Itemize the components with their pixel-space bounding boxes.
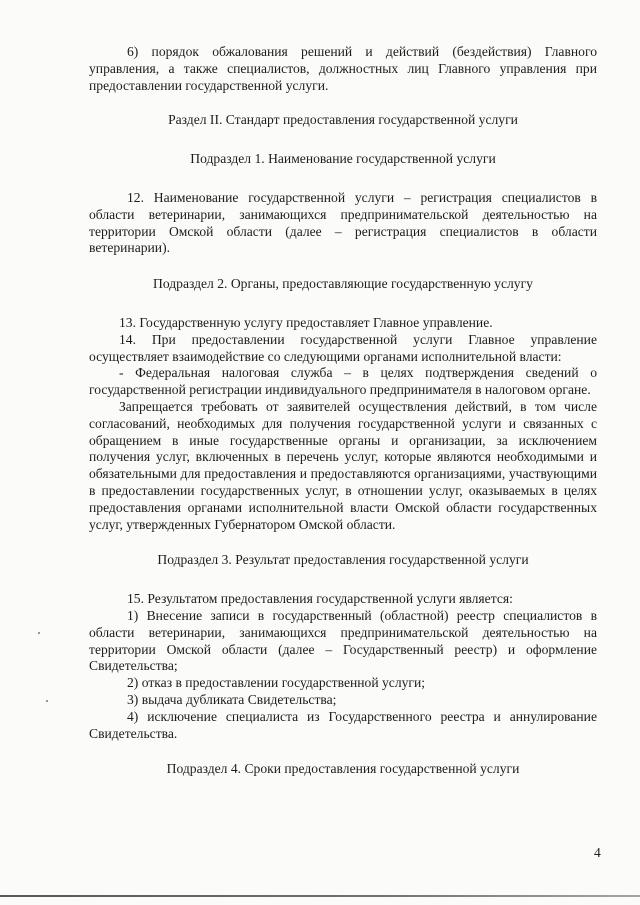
paragraph-13: 13. Государственную услугу предоставляет Главное управление. <box>119 314 493 330</box>
paragraph-14-prohibition: Запрещается требовать от заявителей осуществления действий, в том числе согласований, необходимых для получения государственной услуги и связанных с обращением в иные государственные органы и организации, за исключением получения услуг, включенных в перечень услуг, которые являются необходимыми и обязательными для предоставления и предоставляются организациями, участвующими в предоставлении государственных услуг, в отношении услуг, оказываемых в целях предоставления органами исполнительной власти Омской области государственных услуг, утвержденных Губернатором Омской области. <box>89 398 597 532</box>
subsection-1-heading: Подраздел 1. Наименование государственной услуги <box>190 151 496 167</box>
paragraph-15-item-1: 1) Внесение записи в государственный (областной) реестр специалистов в области ветеринарии, занимающихся предпринимательской деятельностью на территории Омской области (далее – Государственный реестр) и оформление Свидетельства; <box>89 607 597 674</box>
section-2-heading: Раздел II. Стандарт предоставления государственной услуги <box>168 112 518 128</box>
paragraph-item-6: 6) порядок обжалования решений и действий (бездействия) Главного управления, а также специалистов, должностных лиц Главного управления при предоставлении государственной услуги. <box>89 44 597 93</box>
document-body <box>89 44 597 800</box>
page-number: 4 <box>594 845 601 860</box>
scan-speck <box>46 700 48 702</box>
paragraph-15: 15. Результатом предоставления государственной услуги является: <box>127 591 513 607</box>
subsection-3-heading: Подраздел 3. Результат предоставления государственной услуги <box>157 552 529 568</box>
paragraph-12: 12. Наименование государственной услуги – регистрация специалистов в области ветеринарии, занимающихся предпринимательской деятельностью на территории Омской области (далее – регистрация специалистов в области ветеринарии). <box>89 189 597 256</box>
paragraph-15-item-2: 2) отказ в предоставлении государственной услуги; <box>127 675 426 691</box>
subsection-2-heading: Подраздел 2. Органы, предоставляющие государственную услугу <box>153 276 533 292</box>
paragraph-14: 14. При предоставлении государственной услуги Главное управление осуществляет взаимодействие со следующими органами исполнительной власти: <box>89 331 597 364</box>
scan-edge-line <box>0 895 640 897</box>
subsection-4-heading: Подраздел 4. Сроки предоставления государственной услуги <box>166 761 520 777</box>
paragraph-15-item-3: 3) выдача дубликата Свидетельства; <box>127 691 337 707</box>
paragraph-14-dash-item: - Федеральная налоговая служба – в целях подтверждения сведений о государственной регистрации индивидуального предпринимателя в налоговом органе. <box>89 365 597 398</box>
scan-speck <box>38 632 40 634</box>
paragraph-15-item-4: 4) исключение специалиста из Государственного реестра и аннулирование Свидетельства. <box>89 708 597 741</box>
